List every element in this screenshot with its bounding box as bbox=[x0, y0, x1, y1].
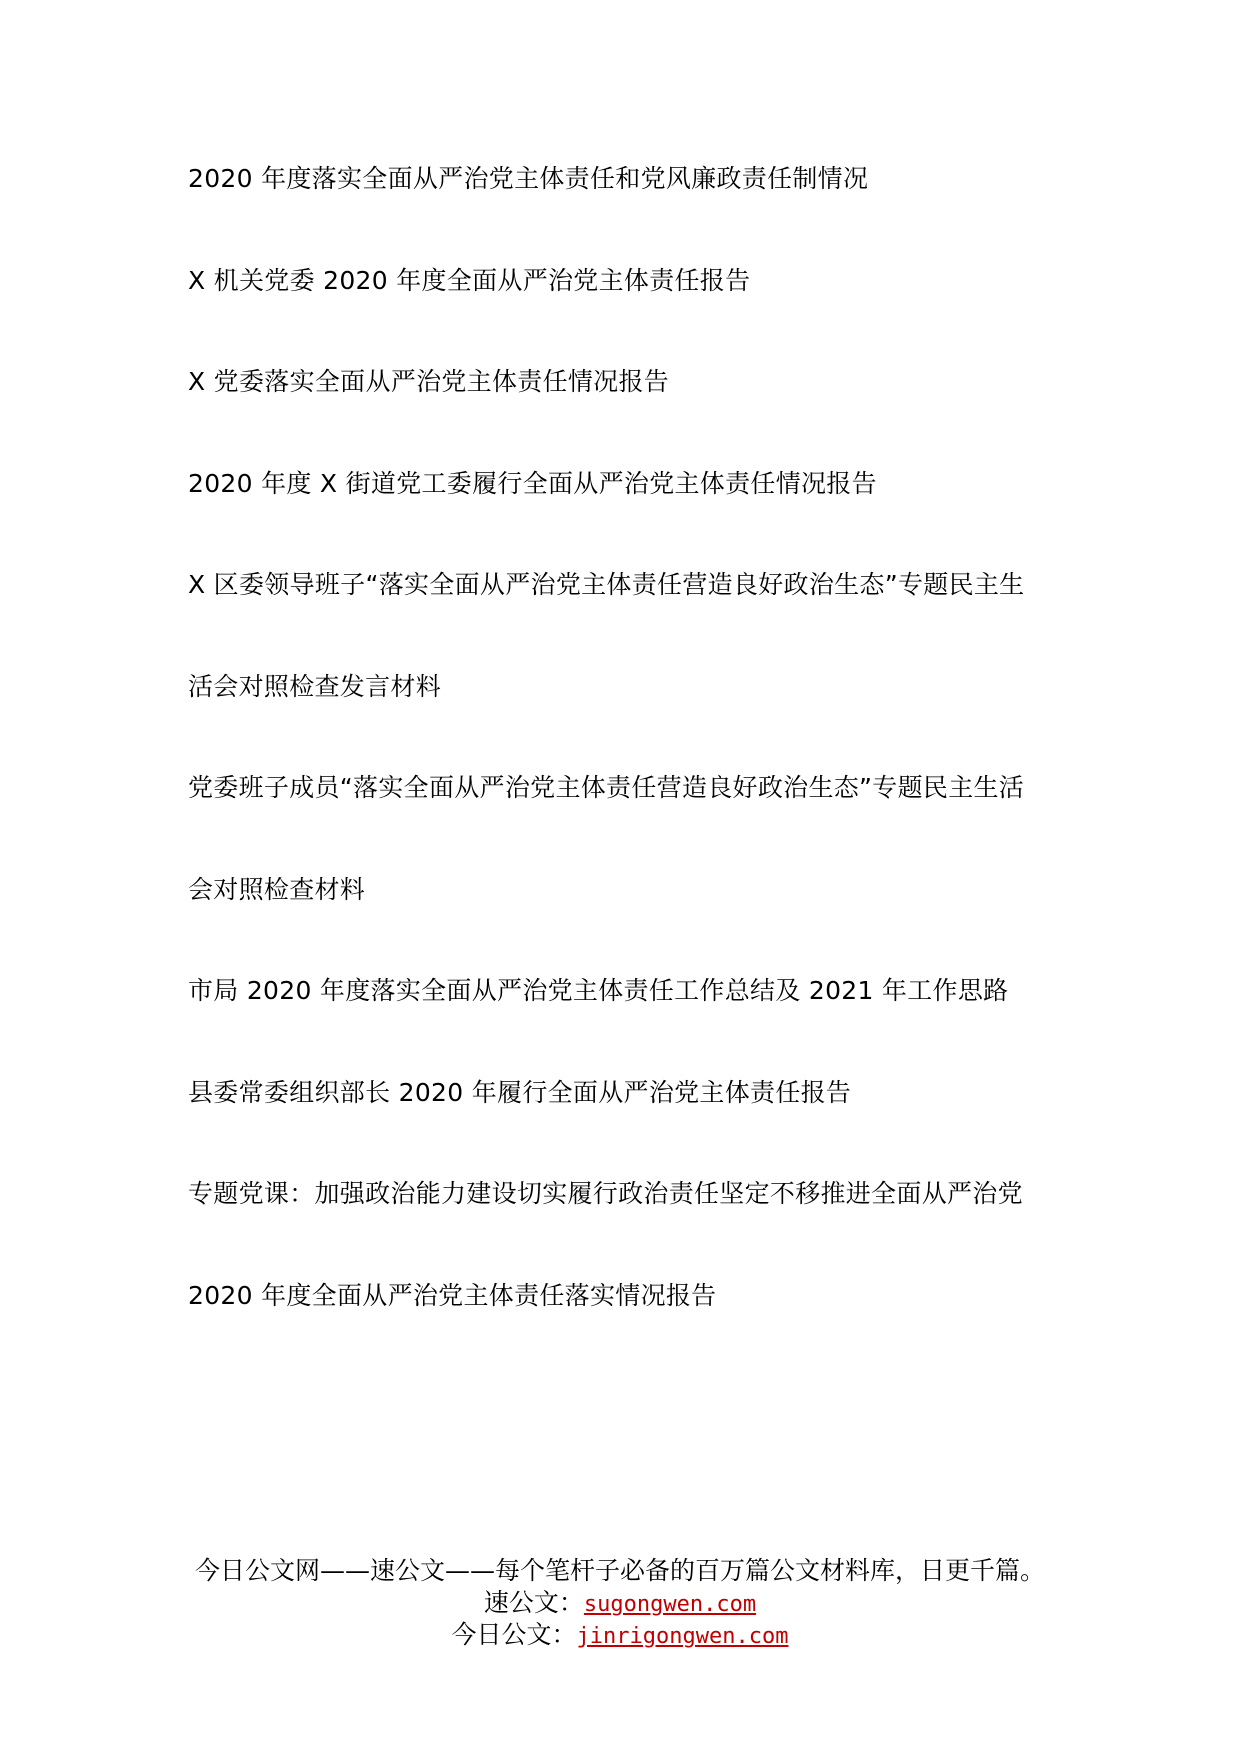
document-title-line: X 党委落实全面从严治党主体责任情况报告 bbox=[188, 367, 670, 396]
footer-jinrigongwen-line bbox=[0, 1619, 1240, 1651]
document-title-line: 县委常委组织部长 2020 年履行全面从严治党主体责任报告 bbox=[188, 1077, 852, 1107]
footer-slogan: 今日公文网——速公文——每个笔杆子必备的百万篇公文材料库，日更千篇。 bbox=[194, 1556, 1045, 1585]
sugongwen-label: 速公文： bbox=[483, 1588, 584, 1617]
document-title-line: 党委班子成员“落实全面从严治党主体责任营造良好政治生态”专题民主生活 bbox=[188, 773, 1025, 802]
document-title-line: X 区委领导班子“落实全面从严治党主体责任营造良好政治生态”专题民主生 bbox=[188, 570, 1025, 599]
document-title-line: 会对照检查材料 bbox=[188, 874, 366, 904]
document-title-line: 2020 年度全面从严治党主体责任落实情况报告 bbox=[188, 1280, 717, 1310]
document-title-list bbox=[188, 162, 1068, 1380]
document-title-line: 市局 2020 年度落实全面从严治党主体责任工作总结及 2021 年工作思路 bbox=[188, 976, 1009, 1005]
jinrigongwen-label: 今日公文： bbox=[451, 1620, 577, 1649]
footer-promo bbox=[0, 1555, 1240, 1651]
document-title-line: 2020 年度 X 街道党工委履行全面从严治党主体责任情况报告 bbox=[188, 468, 877, 498]
document-title-line: 活会对照检查发言材料 bbox=[188, 671, 442, 701]
sugongwen-link[interactable]: sugongwen.com bbox=[583, 1592, 757, 1617]
document-title-line: 2020 年度落实全面从严治党主体责任和党风廉政责任制情况 bbox=[188, 164, 869, 193]
document-title-line: 专题党课：加强政治能力建设切实履行政治责任坚定不移推进全面从严治党 bbox=[188, 1179, 1023, 1208]
document-title-line: X 机关党委 2020 年度全面从严治党主体责任报告 bbox=[188, 265, 751, 295]
footer-sugongwen-line bbox=[0, 1587, 1240, 1619]
jinrigongwen-link[interactable]: jinrigongwen.com bbox=[576, 1624, 789, 1649]
